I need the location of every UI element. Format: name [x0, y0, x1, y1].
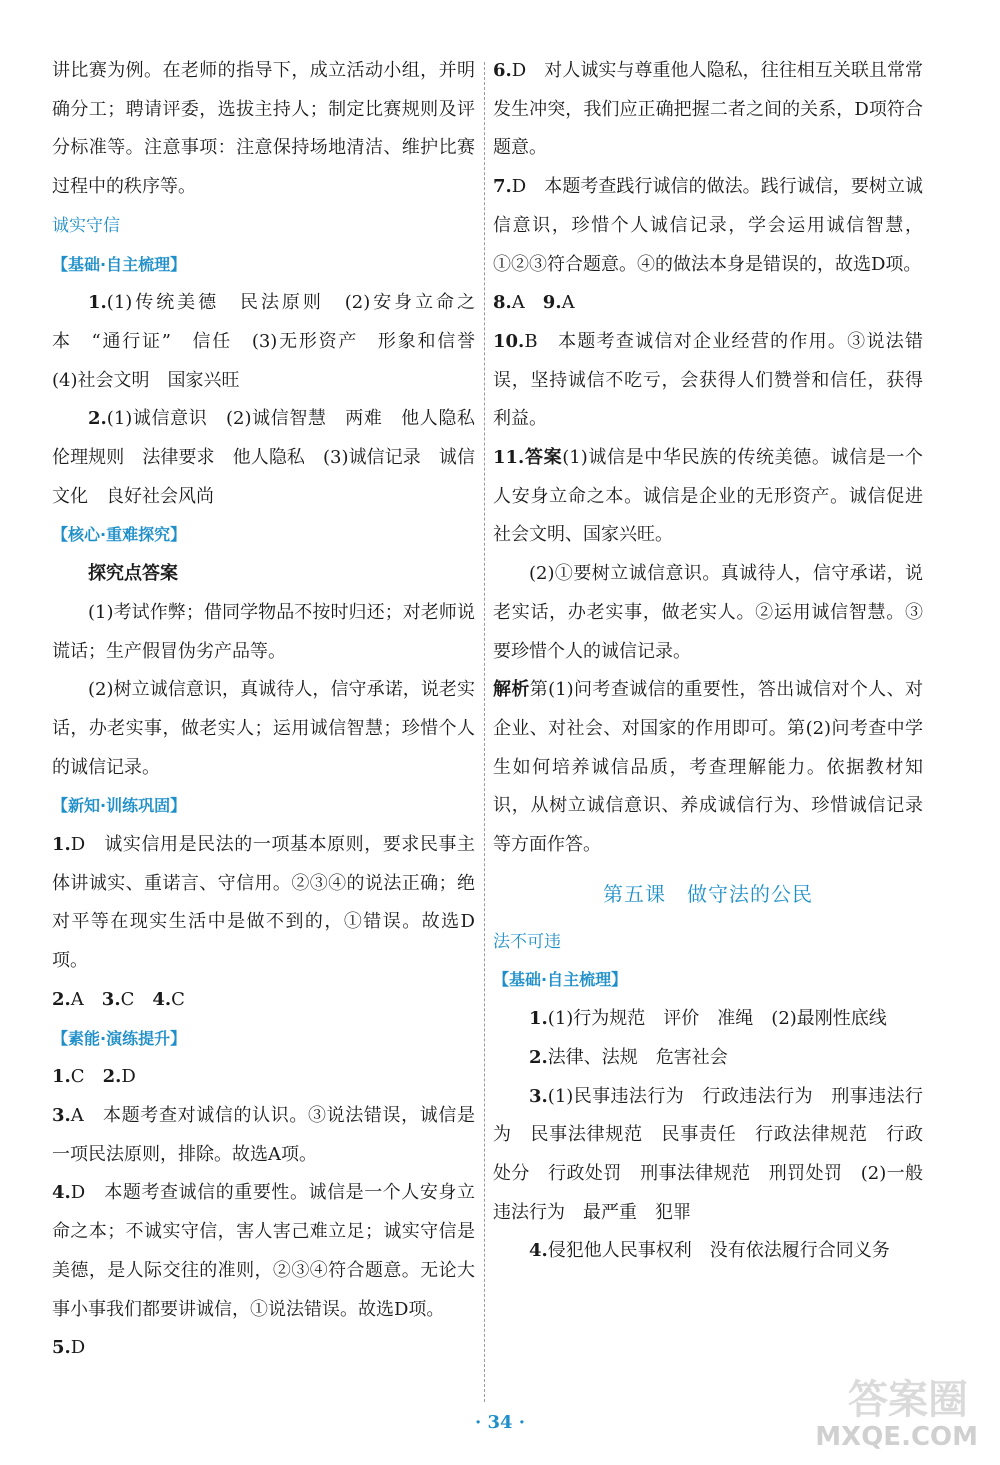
watermark-site: MXQE.COM — [815, 1422, 978, 1452]
answer-label: 答案 — [524, 447, 563, 469]
item-number: 1. — [52, 1066, 71, 1088]
basic-item-2 — [52, 400, 493, 516]
item-text: 法律、法规 危害社会 — [547, 1046, 728, 1068]
explore-answer-1: (1)考试作弊；借同学物品不按时归还；对老师说谎话；生产假冒伪劣产品等。 — [52, 601, 475, 662]
skill-item-5 — [52, 1329, 475, 1368]
item-text: (1)传统美德 民法原则 (2)安身立命之本 “通行证” 信任 (3)无形资产 形象和信誉 (4)社会文明 国家兴旺 — [52, 292, 493, 391]
item-text: A — [70, 988, 102, 1010]
intro-paragraph: 讲比赛为例。在老师的指导下，成立活动小组，并明确分工；聘请评委，选拔主持人；制定比赛规则及评分标准等。注意事项：注意保持场地清洁、维护比赛过程中的秩序等。 — [52, 60, 475, 198]
explore-answer-2: (2)树立诚信意识，真诚待人，信守承诺，说老实话，办老实事，做老实人；运用诚信智慧；珍惜个人的诚信记录。 — [52, 679, 475, 778]
item-number: 8. — [493, 292, 512, 314]
item-number: 11. — [493, 447, 525, 469]
new-items-2-4 — [52, 981, 475, 1020]
analysis-label: 解析 — [493, 679, 530, 701]
item-text: 侵犯他人民事权利 没有依法履行合同义务 — [547, 1240, 890, 1262]
item-text: (1)民事违法行为 行政违法行为 刑事违法行为 民事法律规范 民事责任 行政法律规范 行政处分 行政处罚 刑事法律规范 刑罚处罚 (2)一般违法行为 最严重 犯罪 — [493, 1085, 923, 1223]
tag-new: 【新知·训练巩固】 — [52, 796, 187, 816]
skill-item-4 — [52, 1174, 475, 1329]
skill-item-6 — [493, 52, 923, 168]
law-item-4 — [493, 1232, 923, 1271]
item-number: 2. — [52, 988, 71, 1010]
law-item-2 — [493, 1039, 923, 1078]
tag-basic-2: 【基础·自主梳理】 — [493, 970, 628, 990]
skill-item-10 — [493, 323, 923, 439]
item-number: 2. — [102, 1066, 122, 1088]
section-title-law: 法不可违 — [493, 931, 561, 952]
item-number: 4. — [529, 1240, 548, 1262]
item-text: D — [70, 1337, 86, 1359]
skill-item-11 — [493, 439, 923, 555]
tag-basic: 【基础·自主梳理】 — [52, 254, 187, 274]
item-number: 2. — [88, 408, 107, 430]
item-number: 10. — [493, 330, 525, 352]
explore-title: 探究点答案 — [88, 563, 178, 585]
item-number: 6. — [493, 60, 512, 81]
skill-item-7 — [493, 168, 923, 284]
item-text: A 本题考查对诚信的认识。③说法错误，诚信是一项民法原则，排除。故选A项。 — [52, 1104, 475, 1165]
item-number: 3. — [529, 1085, 548, 1107]
item-text: D 对人诚实与尊重他人隐私，往往相互关联且常常发生冲突，我们应正确把握二者之间的关系，D项符合题意。 — [493, 60, 923, 159]
item-text: D 本题考查践行诚信的做法。践行诚信，要树立诚信意识，珍惜个人诚信记录，学会运用诚信智慧，①②③符合题意。④的做法本身是错误的，故选D项。 — [493, 176, 923, 275]
section-title-honesty: 诚实守信 — [52, 215, 120, 236]
tag-skill: 【素能·演练提升】 — [52, 1028, 187, 1048]
item-text: C — [171, 988, 185, 1010]
right-column — [493, 52, 923, 1271]
skill-item-11-part-2: (2)①要树立诚信意识。真诚待人，信守承诺，说老实话，办老实事，做老实人。②运用诚信智慧。③要珍惜个人的诚信记录。 — [493, 563, 923, 662]
basic-item-1 — [52, 284, 493, 400]
left-column — [52, 52, 493, 1368]
analysis-text: 第(1)问考查诚信的重要性，答出诚信对个人、对企业、对社会、对国家的作用即可。第(2)问考查中学生如何培养诚信品质，考查理解能力。依据教材知识，从树立诚信意识、养成诚信行为、珍惜诚信记录等方面作答。 — [493, 679, 924, 856]
item-number: 3. — [52, 1104, 71, 1126]
column-divider — [484, 62, 485, 1402]
item-text: B 本题考查诚信对企业经营的作用。③说法错误，坚持诚信不吃亏，会获得人们赞誉和信任，获得利益。 — [493, 330, 923, 430]
item-number: 1. — [529, 1008, 548, 1030]
item-number: 1. — [52, 834, 71, 856]
item-text: D — [121, 1066, 136, 1088]
item-text: C — [70, 1066, 103, 1088]
item-number: 7. — [493, 176, 512, 198]
page-number: · 34 · — [474, 1412, 526, 1433]
item-number: 3. — [101, 988, 121, 1010]
skill-item-3 — [52, 1097, 475, 1174]
item-text: D 本题考查诚信的重要性。诚信是一个人安身立命之本；不诚实守信，害人害己难立足；诚实守信是美德，是人际交往的准则，②③④符合题意。无论大事小事我们都要讲诚信，①说法错误。故选D项。 — [52, 1182, 475, 1320]
item-text: C — [120, 988, 153, 1010]
item-number: 9. — [542, 292, 562, 314]
item-number: 1. — [88, 292, 107, 314]
law-item-3 — [493, 1078, 923, 1233]
skill-items-8-9 — [493, 284, 923, 323]
tag-core: 【核心·重难探究】 — [52, 525, 187, 545]
item-text: (1)诚信意识 (2)诚信智慧 两难 他人隐私 伦理规则 法律要求 他人隐私 (3)诚信记录 诚信文化 良好社会风尚 — [52, 408, 493, 507]
item-text: (1)行为规范 评价 准绳 (2)最刚性底线 — [547, 1008, 887, 1030]
item-text: (1)诚信是中华民族的传统美德。诚信是一个人安身立命之本。诚信是企业的无形资产。诚信促进社会文明、国家兴旺。 — [493, 447, 924, 546]
lesson-title: 第五课 做守法的公民 — [603, 881, 813, 906]
item-number: 2. — [529, 1046, 548, 1068]
watermark — [812, 1368, 982, 1458]
item-number: 5. — [52, 1337, 71, 1359]
item-number: 4. — [52, 1182, 71, 1204]
analysis-paragraph — [493, 671, 923, 865]
item-text: A — [561, 292, 575, 314]
law-item-1 — [493, 1000, 923, 1039]
watermark-logo: 答案圈 — [848, 1377, 968, 1423]
skill-items-1-2 — [52, 1058, 475, 1097]
item-text: D 诚实信用是民法的一项基本原则，要求民事主体讲诚实、重诺言、守信用。②③④的说法正确；绝对平等在现实生活中是做不到的，①错误。故选D项。 — [52, 834, 475, 972]
new-item-1 — [52, 826, 475, 981]
item-text: A — [511, 292, 543, 314]
item-number: 4. — [152, 988, 172, 1010]
